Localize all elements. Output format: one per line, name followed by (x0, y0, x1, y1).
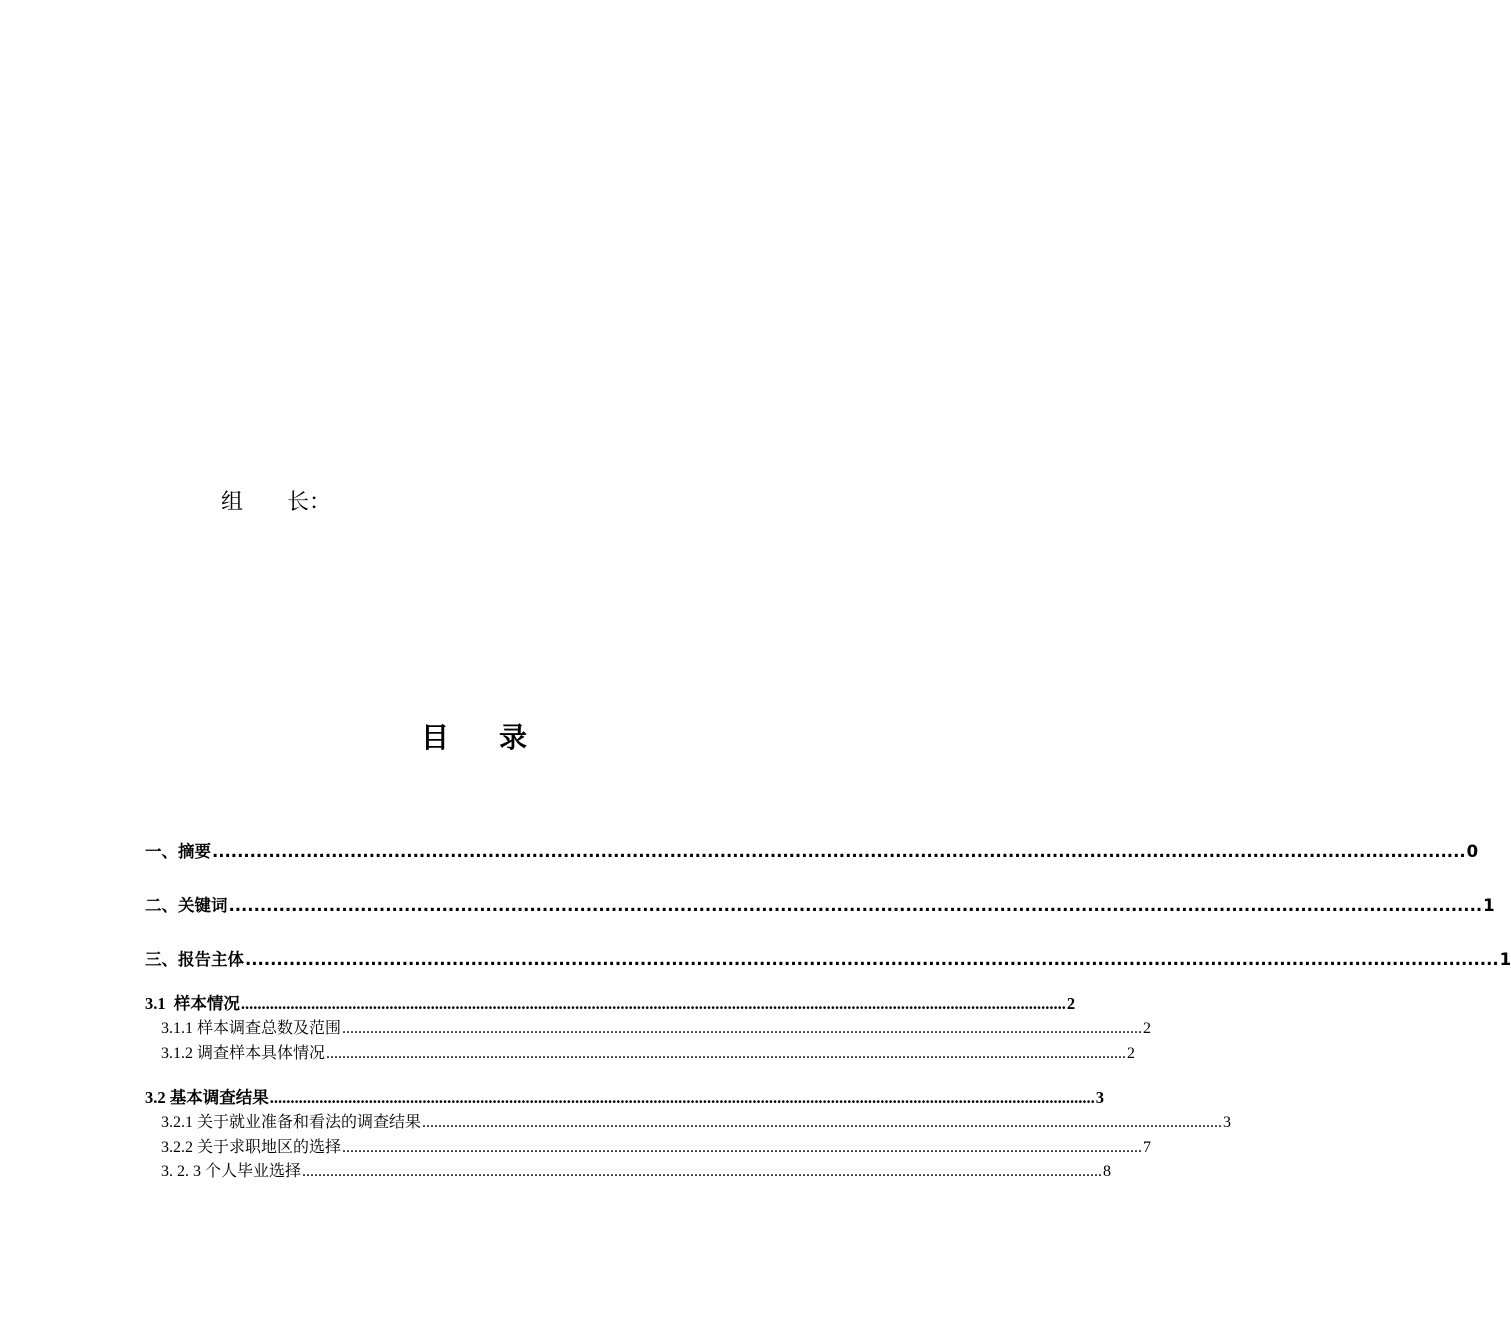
toc-leader-dots: ........................................................................................................................................................................................................ (240, 994, 1066, 1013)
toc-entry-page: 0 (1466, 842, 1479, 861)
toc-entry-page: 2 (1143, 1020, 1152, 1037)
toc-leader-dots: ........................................................................................................................................................................................................ (269, 1088, 1095, 1107)
toc-leader-dots: ........................................................................................................................................................................................................ (342, 1139, 1143, 1156)
toc-title (0, 716, 950, 756)
toc-entry-text: 三、报告主体 (145, 950, 244, 969)
toc-entry-page: 1 (1483, 896, 1495, 915)
toc-entry-text: 3.2 基本调查结果 (145, 1088, 269, 1107)
toc-entry-text: 二、关键词 (145, 896, 228, 915)
toc-entry-graduation-choice[interactable] (145, 1158, 1112, 1181)
toc-entry-text: 3. 2. 3 个人毕业选择 (161, 1163, 302, 1180)
toc-entry-page: 7 (1143, 1139, 1152, 1156)
toc-entry-text: 3.1.1 样本调查总数及范围 (161, 1020, 342, 1037)
group-leader-line (221, 485, 331, 516)
toc-entry-keywords[interactable] (145, 892, 1495, 916)
toc-entry-report-body[interactable] (145, 946, 1511, 970)
toc-entry-page: 1 (1499, 950, 1511, 969)
toc-leader-dots: ........................................................................................................................................................................................................ (245, 950, 1499, 969)
toc-leader-dots: ........................................................................................................................................................................................................ (326, 1045, 1127, 1062)
toc-entry-sample-detail[interactable] (145, 1040, 1136, 1063)
toc-entry-sample-total[interactable] (145, 1015, 1152, 1038)
group-leader-label-part2: 长： (287, 490, 332, 515)
toc-title-part1: 目 (420, 721, 451, 754)
toc-entry-text: 3.2.2 关于求职地区的选择 (161, 1139, 342, 1156)
toc-entry-employment-prep[interactable] (145, 1109, 1232, 1132)
toc-entry-job-region[interactable] (145, 1134, 1152, 1157)
toc-entry-page: 2 (1066, 994, 1076, 1013)
toc-leader-dots: ........................................................................................................................................................................................................ (228, 896, 1483, 915)
toc-entry-abstract[interactable] (145, 838, 1479, 862)
toc-entry-page: 3 (1223, 1114, 1232, 1131)
toc-entry-text: 3.1 样本情况 (145, 994, 240, 1013)
group-leader-label-part1: 组 (221, 490, 244, 515)
toc-entry-sample[interactable] (145, 990, 1076, 1014)
toc-leader-dots: ........................................................................................................................................................................................................ (422, 1114, 1223, 1131)
toc-entry-page: 2 (1127, 1045, 1136, 1062)
toc-leader-dots: ........................................................................................................................................................................................................ (212, 842, 1466, 861)
toc-entry-page: 3 (1095, 1088, 1104, 1107)
toc-entry-text: 3.2.1 关于就业准备和看法的调查结果 (161, 1114, 422, 1131)
toc-entry-text: 3.1.2 调查样本具体情况 (161, 1045, 326, 1062)
toc-title-part2: 录 (499, 721, 530, 754)
toc-entry-page: 8 (1103, 1163, 1112, 1180)
toc-entry-text: 一、摘要 (145, 842, 211, 861)
toc-leader-dots: ........................................................................................................................................................................................................ (302, 1163, 1103, 1180)
toc-leader-dots: ........................................................................................................................................................................................................ (342, 1020, 1143, 1037)
toc-entry-basic-results[interactable] (145, 1084, 1104, 1108)
